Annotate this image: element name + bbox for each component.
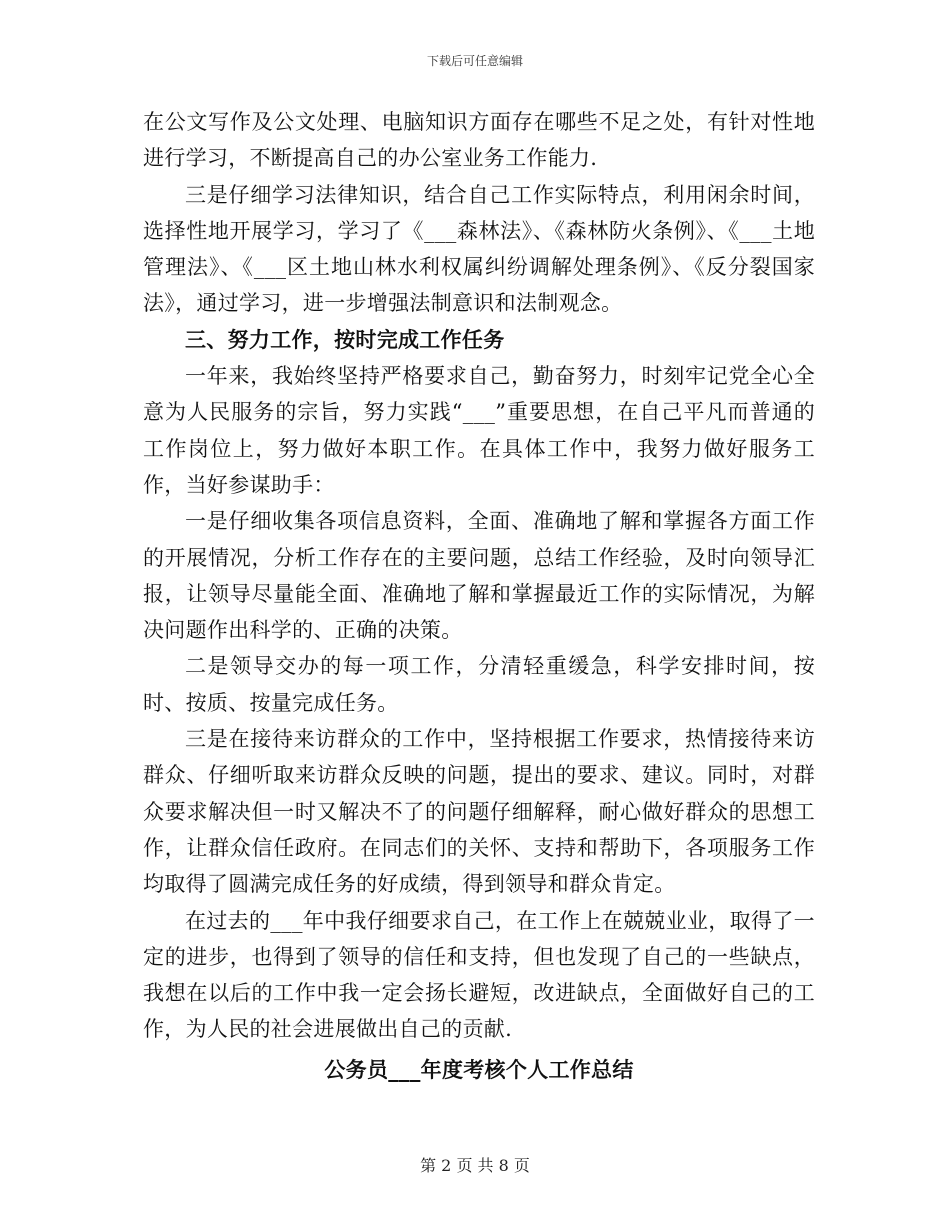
- section-heading: 三、努力工作，按时完成工作任务: [185, 326, 505, 352]
- paragraph-point-two: 二是领导交办的每一项工作，分清轻重缓急，科学安排时间，按时、按质、按量完成任务。: [143, 654, 815, 715]
- paragraph-conclusion: 在过去的___年中我仔细要求自己，在工作上在兢兢业业，取得了一定的进步，也得到了领导的信任和支持，但也发现了自己的一些缺点，我想在以后的工作中我一定会扬长避短，改进缺点，全面做好自己的工作，为人民的社会进展做出自己的贡献.: [143, 908, 815, 1042]
- page-header: 下载后可任意编辑: [426, 54, 523, 68]
- paragraph-year-summary: 一年来，我始终坚持严格要求自己，勤奋努力，时刻牢记党全心全意为人民服务的宗旨，努力实践“___”重要思想，在自己平凡而普通的工作岗位上，努力做好本职工作。在具体工作中，我努力做好服务工作，当好参谋助手：: [143, 364, 815, 497]
- page-number: 第 2 页 共 8 页: [420, 1156, 530, 1175]
- paragraph-law-study: 三是仔细学习法律知识，结合自己工作实际特点，利用闲余时间，选择性地开展学习，学习了《___森林法》、《森林防火条例》、《___土地管理法》、《___区土地山林水利权属纠纷调解处理条例》、《反分裂国家法》，通过学习，进一步增强法制意识和法制观念。: [143, 182, 815, 316]
- document-body: [143, 104, 815, 1088]
- paragraph-point-three: 三是在接待来访群众的工作中，坚持根据工作要求，热情接待来访群众、仔细听取来访群众反映的问题，提出的要求、建议。同时，对群众要求解决但一时又解决不了的问题仔细解释，耐心做好群众的思想工作，让群众信任政府。在同志们的关怀、支持和帮助下，各项服务工作均取得了圆满完成任务的好成绩，得到领导和群众肯定。: [143, 727, 815, 897]
- paragraph-continued: 在公文写作及公文处理、电脑知识方面存在哪些不足之处，有针对性地进行学习，不断提高自己的办公室业务工作能力.: [143, 110, 815, 171]
- paragraph-point-one: 一是仔细收集各项信息资料，全面、准确地了解和掌握各方面工作的开展情况，分析工作存在的主要问题，总结工作经验，及时向领导汇报，让领导尽量能全面、准确地了解和掌握最近工作的实际情况，为解决问题作出科学的、正确的决策。: [143, 509, 815, 643]
- next-document-title: 公务员___年度考核个人工作总结: [324, 1056, 634, 1082]
